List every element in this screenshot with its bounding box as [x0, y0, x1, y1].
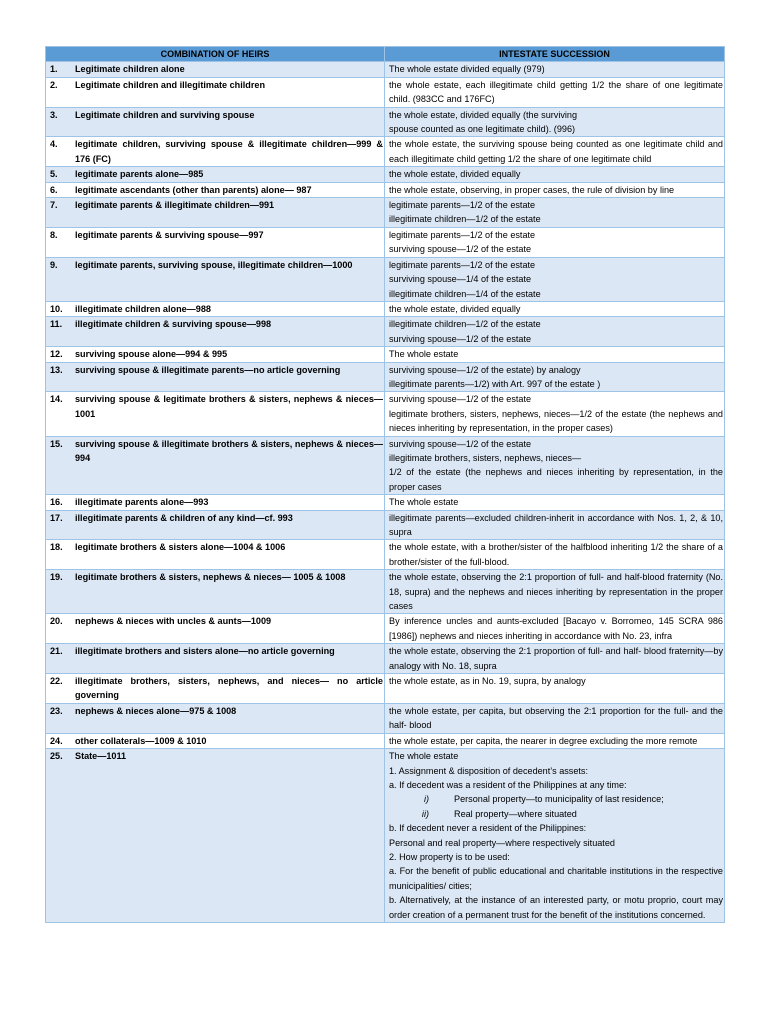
- heirs-cell: [46, 540, 385, 570]
- heir-label: legitimate ascendants (other than parents) alone— 987: [75, 184, 312, 195]
- heir-combination: [50, 704, 383, 718]
- succession-line: a. For the benefit of public educational and charitable institutions in the respective municipalities/ cities;: [389, 866, 723, 891]
- table-row: [46, 614, 725, 644]
- heir-combination: [50, 78, 383, 92]
- heir-combination: [50, 749, 383, 763]
- succession-cell: [385, 392, 725, 436]
- heirs-cell: [46, 644, 385, 674]
- table-row: [46, 167, 725, 182]
- succession-line: the whole estate, each illegitimate child getting 1/2 the share of one legitimate child. (983CC and 176FC): [389, 79, 723, 105]
- heir-label: illegitimate brothers, sisters, nephews, and nieces— no article governing: [75, 676, 383, 701]
- succession-line: illegitimate children—1/2 of the estate: [389, 319, 541, 330]
- row-number: 8.: [50, 229, 58, 240]
- table-body: [46, 62, 725, 923]
- heir-combination: [50, 511, 383, 525]
- succession-cell: [385, 198, 725, 228]
- table-row: [46, 182, 725, 197]
- succession-text: [389, 198, 723, 227]
- heirs-cell: [46, 733, 385, 748]
- heirs-cell: [46, 137, 385, 167]
- table-row: [46, 362, 725, 392]
- row-number: 21.: [50, 646, 63, 657]
- succession-line: illegitimate brothers, sisters, nephews, nieces—: [389, 452, 582, 463]
- table-row: [46, 703, 725, 733]
- succession-cell: [385, 495, 725, 510]
- heir-combination: [50, 183, 383, 197]
- heir-combination: [50, 495, 383, 509]
- succession-text: [389, 302, 723, 316]
- succession-line: The whole estate: [389, 349, 459, 360]
- heir-combination: [50, 108, 383, 122]
- heir-label: illegitimate parents & children of any kind—cf. 993: [75, 512, 293, 523]
- heir-label: illegitimate children alone—988: [75, 303, 211, 314]
- row-number: 12.: [50, 349, 63, 360]
- succession-text: [389, 437, 723, 495]
- succession-line: illegitimate parents—excluded children-inherit in accordance with Nos. 1, 2, & 10, supra: [389, 512, 723, 537]
- table-row: [46, 733, 725, 748]
- heir-label: legitimate parents & surviving spouse—997: [75, 229, 264, 240]
- heir-combination: [50, 674, 383, 703]
- row-number: 23.: [50, 705, 63, 716]
- row-number: 25.: [50, 751, 63, 762]
- heir-label: Legitimate children and illegitimate children: [75, 79, 265, 90]
- heirs-cell: [46, 614, 385, 644]
- heir-combination: [50, 137, 383, 166]
- heirs-cell: [46, 182, 385, 197]
- table-row: [46, 495, 725, 510]
- heirs-cell: [46, 198, 385, 228]
- heir-label: surviving spouse & illegitimate parents—no article governing: [75, 364, 341, 375]
- succession-line: the whole estate, divided equally (the surviving: [389, 109, 578, 120]
- succession-line: spouse counted as one legitimate child). (996): [389, 124, 576, 135]
- row-number: 14.: [50, 394, 63, 405]
- heirs-cell: [46, 62, 385, 77]
- succession-line: Personal and real property—where respectively situated: [389, 837, 615, 848]
- heir-label: legitimate parents & illegitimate children—991: [75, 200, 275, 211]
- row-number: 1.: [50, 64, 58, 75]
- succession-text: [389, 644, 723, 673]
- succession-line: the whole estate, observing, in proper cases, the rule of division by line: [389, 184, 675, 195]
- succession-line: a. If decedent was a resident of the Philippines at any time:: [389, 779, 627, 790]
- succession-line: the whole estate, per capita, the nearer in degree excluding the more remote: [389, 735, 698, 746]
- succession-line: b. If decedent never a resident of the Philippines:: [389, 823, 587, 834]
- table-row: [46, 198, 725, 228]
- heirs-cell: [46, 674, 385, 704]
- sub-item: [389, 807, 723, 821]
- row-number: 24.: [50, 735, 63, 746]
- succession-text: [389, 183, 723, 197]
- succession-line: surviving spouse—1/4 of the estate: [389, 274, 532, 285]
- heirs-cell: [46, 317, 385, 347]
- succession-cell: [385, 749, 725, 923]
- succession-line: surviving spouse—1/2 of the estate: [389, 244, 532, 255]
- succession-text: [389, 495, 723, 509]
- table-row: [46, 137, 725, 167]
- sub-item-text: Personal property—to municipality of last residence;: [454, 794, 664, 805]
- table-row: [46, 749, 725, 923]
- succession-cell: [385, 540, 725, 570]
- row-number: 10.: [50, 303, 63, 314]
- succession-cell: [385, 182, 725, 197]
- row-number: 16.: [50, 497, 63, 508]
- succession-line: the whole estate, with a brother/sister of the halfblood inheriting 1/2 the share of a brother/sister of the full-blood.: [389, 542, 723, 567]
- succession-line: the whole estate, divided equally: [389, 169, 521, 180]
- succession-line: legitimate parents—1/2 of the estate: [389, 259, 536, 270]
- sub-item: [389, 792, 723, 806]
- succession-text: [389, 347, 723, 361]
- succession-line: legitimate brothers, sisters, nephews, nieces—1/2 of the estate (the nephews and nieces inheriting by representation, in the proper cases): [389, 408, 723, 434]
- succession-line: b. Alternatively, at the instance of an interested party, or motu proprio, court may order creation of a permanent trust for the benefit of the institutions concerned.: [389, 895, 723, 920]
- succession-line: illegitimate parents—1/2) with Art. 997 of the estate ): [389, 378, 601, 389]
- row-number: 20.: [50, 616, 63, 627]
- succession-line: the whole estate, observing the 2:1 proportion of full- and half- blood fraternity—by analogy with No. 18, supra: [389, 646, 723, 671]
- succession-cell: [385, 674, 725, 704]
- heirs-cell: [46, 570, 385, 614]
- succession-cell: [385, 227, 725, 257]
- row-number: 3.: [50, 109, 58, 120]
- succession-line: the whole estate, divided equally: [389, 303, 521, 314]
- succession-line: surviving spouse—1/2 of the estate: [389, 394, 532, 405]
- heir-label: legitimate children, surviving spouse & illegitimate children—999 & 176 (FC): [75, 139, 383, 164]
- heir-label: legitimate brothers & sisters alone—1004 & 1006: [75, 542, 286, 553]
- table-row: [46, 436, 725, 495]
- succession-line: the whole estate, as in No. 19, supra, by analogy: [389, 676, 586, 687]
- heir-label: Legitimate children alone: [75, 64, 185, 75]
- heirs-cell: [46, 77, 385, 107]
- table-row: [46, 77, 725, 107]
- heirs-cell: [46, 107, 385, 137]
- succession-line: the whole estate, observing the 2:1 proportion of full- and half-blood fraternity (No. 18, supra) and the nephews and nieces inheriting by representation in the proper cases: [389, 572, 723, 612]
- heir-combination: [50, 392, 383, 421]
- table-row: [46, 257, 725, 301]
- row-number: 6.: [50, 184, 58, 195]
- succession-text: [389, 228, 723, 257]
- row-number: 7.: [50, 200, 58, 211]
- row-number: 11.: [50, 319, 63, 330]
- table-row: [46, 674, 725, 704]
- heir-combination: [50, 437, 383, 466]
- succession-text: [389, 749, 723, 922]
- table-row: [46, 510, 725, 540]
- succession-cell: [385, 362, 725, 392]
- succession-line: legitimate parents—1/2 of the estate: [389, 229, 536, 240]
- heir-combination: [50, 62, 383, 76]
- heir-label: illegitimate children & surviving spouse—998: [75, 319, 272, 330]
- succession-line: The whole estate: [389, 497, 459, 508]
- heir-label: Legitimate children and surviving spouse: [75, 109, 255, 120]
- succession-text: [389, 137, 723, 166]
- heirs-cell: [46, 167, 385, 182]
- succession-cell: [385, 62, 725, 77]
- succession-text: [389, 317, 723, 346]
- succession-line: 2. How property is to be used:: [389, 851, 510, 862]
- succession-line: the whole estate, per capita, but observing the 2:1 proportion for the full- and the half- blood: [389, 705, 723, 731]
- succession-line: surviving spouse—1/2 of the estate) by analogy: [389, 364, 581, 375]
- succession-text: [389, 570, 723, 613]
- row-number: 17.: [50, 512, 63, 523]
- sub-item-marker: ii): [421, 808, 429, 819]
- succession-text: [389, 392, 723, 435]
- row-number: 18.: [50, 542, 63, 553]
- heirs-cell: [46, 495, 385, 510]
- succession-text: [389, 674, 723, 688]
- sub-item-marker: i): [423, 794, 429, 805]
- succession-cell: [385, 257, 725, 301]
- succession-line: The whole estate: [389, 751, 459, 762]
- succession-cell: [385, 347, 725, 362]
- heir-label: surviving spouse & legitimate brothers & sisters, nephews & nieces—1001: [75, 394, 383, 419]
- heir-combination: [50, 258, 383, 272]
- succession-cell: [385, 77, 725, 107]
- succession-line: By inference uncles and aunts-excluded [Bacayo v. Borromeo, 145 SCRA 986 [1986]) nephews and nieces inheriting in accordance with No. 23, infra: [389, 616, 723, 641]
- succession-line: The whole estate divided equally (979): [389, 64, 545, 75]
- table-row: [46, 570, 725, 614]
- heir-label: nephews & nieces alone—975 & 1008: [75, 705, 237, 716]
- heirs-cell: [46, 703, 385, 733]
- succession-cell: [385, 510, 725, 540]
- succession-text: [389, 363, 723, 392]
- succession-text: [389, 704, 723, 733]
- heir-label: surviving spouse & illegitimate brothers & sisters, nephews & nieces—994: [75, 438, 383, 463]
- succession-line: surviving spouse—1/2 of the estate: [389, 333, 532, 344]
- succession-cell: [385, 570, 725, 614]
- header-intestate-succession: INTESTATE SUCCESSION: [385, 47, 725, 62]
- table-row: [46, 540, 725, 570]
- heir-combination: [50, 302, 383, 316]
- succession-text: [389, 734, 723, 748]
- succession-line: 1. Assignment & disposition of decedent’s assets:: [389, 765, 589, 776]
- succession-text: [389, 258, 723, 301]
- heir-combination: [50, 644, 383, 658]
- heir-label: surviving spouse alone—994 & 995: [75, 349, 228, 360]
- heirs-cell: [46, 301, 385, 316]
- heir-label: legitimate parents, surviving spouse, illegitimate children—1000: [75, 259, 353, 270]
- succession-line: 1/2 of the estate (the nephews and nieces inheriting by representation, in the proper cases: [389, 467, 723, 492]
- row-number: 22.: [50, 676, 63, 687]
- row-number: 4.: [50, 139, 58, 150]
- row-number: 5.: [50, 169, 58, 180]
- heir-label: illegitimate parents alone—993: [75, 497, 209, 508]
- succession-text: [389, 511, 723, 540]
- heir-combination: [50, 347, 383, 361]
- table-row: [46, 227, 725, 257]
- heirs-cell: [46, 227, 385, 257]
- succession-text: [389, 78, 723, 107]
- heir-combination: [50, 734, 383, 748]
- heir-label: nephews & nieces with uncles & aunts—1009: [75, 616, 272, 627]
- succession-line: legitimate parents—1/2 of the estate: [389, 200, 536, 211]
- table-header-row: [46, 47, 725, 62]
- succession-text: [389, 108, 723, 137]
- row-number: 15.: [50, 438, 63, 449]
- heir-combination: [50, 317, 383, 331]
- row-number: 2.: [50, 79, 58, 90]
- table-row: [46, 644, 725, 674]
- heirs-cell: [46, 392, 385, 436]
- succession-cell: [385, 644, 725, 674]
- succession-line: illegitimate children—1/2 of the estate: [389, 214, 541, 225]
- succession-cell: [385, 436, 725, 495]
- table-row: [46, 317, 725, 347]
- heirs-cell: [46, 257, 385, 301]
- heir-label: legitimate parents alone—985: [75, 169, 204, 180]
- table-row: [46, 62, 725, 77]
- row-number: 13.: [50, 364, 63, 375]
- header-combination-of-heirs: COMBINATION OF HEIRS: [46, 47, 385, 62]
- succession-cell: [385, 733, 725, 748]
- heir-combination: [50, 570, 383, 584]
- heirs-cell: [46, 362, 385, 392]
- heir-label: State—1011: [75, 751, 127, 762]
- succession-cell: [385, 107, 725, 137]
- heirs-table: [45, 46, 725, 923]
- succession-cell: [385, 703, 725, 733]
- heir-label: illegitimate brothers and sisters alone—no article governing: [75, 646, 335, 657]
- heir-combination: [50, 228, 383, 242]
- heir-combination: [50, 363, 383, 377]
- succession-cell: [385, 301, 725, 316]
- succession-cell: [385, 317, 725, 347]
- succession-line: surviving spouse—1/2 of the estate: [389, 438, 532, 449]
- succession-line: illegitimate children—1/4 of the estate: [389, 288, 541, 299]
- succession-text: [389, 167, 723, 181]
- row-number: 19.: [50, 572, 63, 583]
- heir-combination: [50, 167, 383, 181]
- heirs-cell: [46, 510, 385, 540]
- succession-text: [389, 62, 723, 76]
- row-number: 9.: [50, 259, 58, 270]
- table-row: [46, 347, 725, 362]
- heir-label: legitimate brothers & sisters, nephews & nieces— 1005 & 1008: [75, 572, 346, 583]
- table-row: [46, 301, 725, 316]
- succession-text: [389, 540, 723, 569]
- heir-combination: [50, 198, 383, 212]
- succession-line: the whole estate, the surviving spouse being counted as one legitimate child and each illegitimate child getting 1/2 the share of one legitimate child: [389, 139, 723, 164]
- heir-combination: [50, 540, 383, 554]
- heirs-cell: [46, 749, 385, 923]
- heir-combination: [50, 614, 383, 628]
- succession-text: [389, 614, 723, 643]
- table-row: [46, 392, 725, 436]
- sub-item-text: Real property—where situated: [454, 808, 577, 819]
- heirs-cell: [46, 347, 385, 362]
- heir-label: other collaterals—1009 & 1010: [75, 735, 207, 746]
- table-row: [46, 107, 725, 137]
- succession-cell: [385, 137, 725, 167]
- succession-cell: [385, 167, 725, 182]
- heirs-cell: [46, 436, 385, 495]
- succession-cell: [385, 614, 725, 644]
